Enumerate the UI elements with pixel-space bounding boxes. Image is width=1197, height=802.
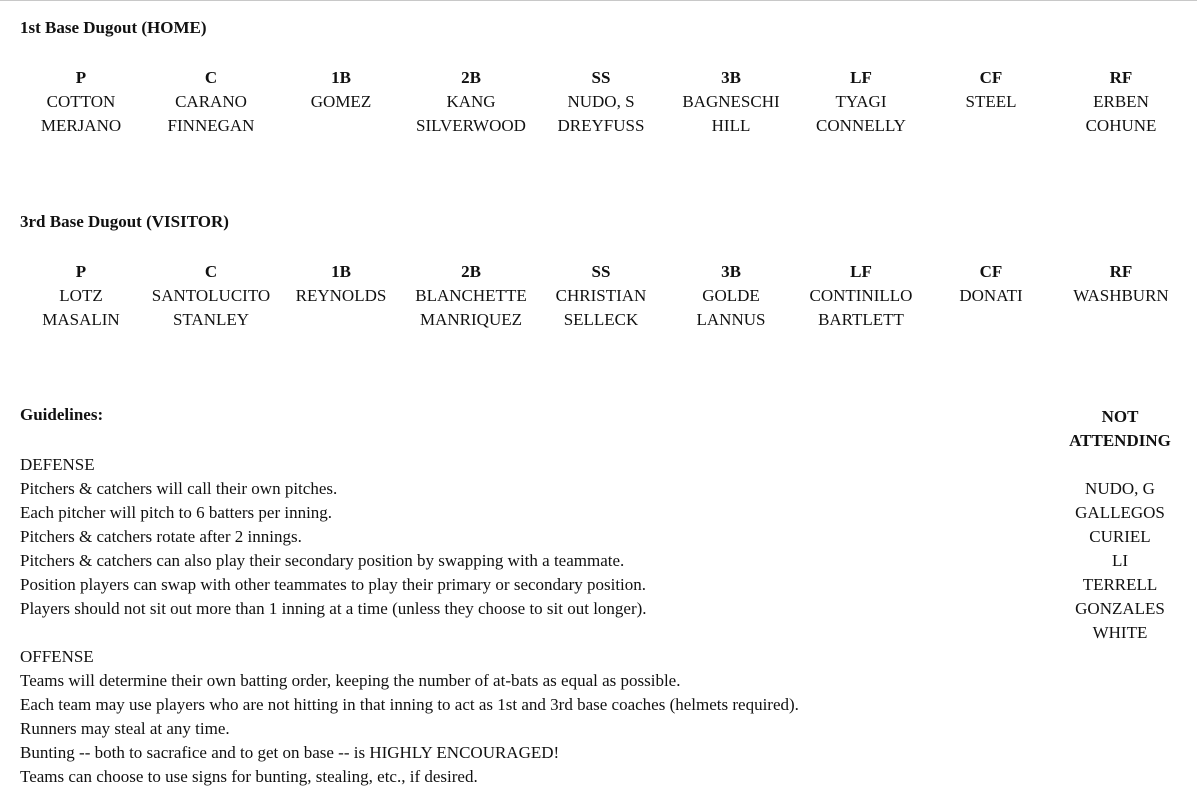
defense-rule: Position players can swap with other teammates to play their primary or secondary position. <box>20 575 647 594</box>
player-name: GOLDE <box>702 286 760 305</box>
defense-rule: Pitchers & catchers can also play their secondary position by swapping with a teammate. <box>20 551 625 570</box>
position-header: P <box>75 68 87 87</box>
position-header: LF <box>850 262 872 281</box>
player-name: BAGNESCHI <box>682 92 780 111</box>
player-name: FINNEGAN <box>167 116 255 135</box>
player-name <box>276 114 406 138</box>
position-column-rf <box>1056 66 1186 138</box>
not-attending-player: GALLEGOS <box>1075 503 1165 522</box>
player-name: CARANO <box>175 92 247 111</box>
player-name: NUDO, S <box>567 92 635 111</box>
player-name: MANRIQUEZ <box>420 310 522 329</box>
position-column-cf <box>926 260 1056 332</box>
player-name: HILL <box>711 116 751 135</box>
player-name: CONNELLY <box>816 116 906 135</box>
player-name <box>926 114 1056 138</box>
player-name: TYAGI <box>835 92 887 111</box>
position-header: SS <box>591 262 611 281</box>
player-name: GOMEZ <box>310 92 372 111</box>
player-name: REYNOLDS <box>295 286 387 305</box>
not-attending-title: ATTENDING <box>1069 431 1171 450</box>
position-column-ss <box>536 260 666 332</box>
position-column-1b <box>276 66 406 138</box>
position-column-p <box>16 66 146 138</box>
position-header: CF <box>979 262 1003 281</box>
position-header: LF <box>850 68 872 87</box>
position-column-lf <box>796 260 926 332</box>
position-header: P <box>75 262 87 281</box>
guidelines-title: Guidelines: <box>20 405 104 424</box>
position-column-2b <box>406 66 536 138</box>
position-header: 1B <box>331 68 351 87</box>
offense-rule: Teams can choose to use signs for bunting, stealing, etc., if desired. <box>20 767 478 786</box>
not-attending-player: GONZALES <box>1075 599 1165 618</box>
player-name: MERJANO <box>40 116 122 135</box>
defense-rule: Pitchers & catchers will call their own pitches. <box>20 479 338 498</box>
player-name: SILVERWOOD <box>416 116 526 135</box>
not-attending-player: WHITE <box>1092 623 1148 642</box>
visitor-dugout-title: 3rd Base Dugout (VISITOR) <box>20 212 229 231</box>
player-name: BARTLETT <box>818 310 904 329</box>
position-header: 2B <box>461 262 481 281</box>
not-attending-player: LI <box>1111 551 1129 570</box>
position-header: 3B <box>721 262 741 281</box>
position-header: RF <box>1109 68 1133 87</box>
player-name: COTTON <box>46 92 116 111</box>
position-column-lf <box>796 66 926 138</box>
player-name: LANNUS <box>696 310 766 329</box>
position-column-1b <box>276 260 406 332</box>
player-name: WASHBURN <box>1073 286 1169 305</box>
position-column-3b <box>666 66 796 138</box>
defense-rule: Each pitcher will pitch to 6 batters per inning. <box>20 503 333 522</box>
player-name: CONTINILLO <box>809 286 913 305</box>
position-column-rf <box>1056 260 1186 332</box>
home-roster <box>16 66 1186 138</box>
player-name <box>1056 308 1186 332</box>
visitor-roster <box>16 260 1186 332</box>
position-header: CF <box>979 68 1003 87</box>
position-column-2b <box>406 260 536 332</box>
defense-rule: Players should not sit out more than 1 inning at a time (unless they choose to sit out longer). <box>20 599 647 618</box>
not-attending-player: CURIEL <box>1089 527 1151 546</box>
offense-heading: OFFENSE <box>20 647 94 666</box>
position-column-p <box>16 260 146 332</box>
position-header: 3B <box>721 68 741 87</box>
offense-rule: Each team may use players who are not hitting in that inning to act as 1st and 3rd base coaches (helmets required). <box>20 695 799 714</box>
not-attending-player: TERRELL <box>1082 575 1158 594</box>
position-column-c <box>146 260 276 332</box>
player-name: SANTOLUCITO <box>151 286 271 305</box>
position-header: RF <box>1109 262 1133 281</box>
position-column-3b <box>666 260 796 332</box>
home-dugout-title: 1st Base Dugout (HOME) <box>20 18 207 37</box>
player-name: SELLECK <box>563 310 639 329</box>
player-name: MASALIN <box>42 310 120 329</box>
position-header: C <box>204 262 218 281</box>
not-attending-title: NOT <box>1101 407 1139 426</box>
player-name: STANLEY <box>172 310 250 329</box>
position-header: 2B <box>461 68 481 87</box>
player-name: COHUNE <box>1085 116 1157 135</box>
defense-rule: Pitchers & catchers rotate after 2 innings. <box>20 527 302 546</box>
offense-rule: Bunting -- both to sacrafice and to get on base -- is HIGHLY ENCOURAGED! <box>20 743 560 762</box>
offense-rule: Teams will determine their own batting order, keeping the number of at-bats as equal as possible. <box>20 671 681 690</box>
player-name: DREYFUSS <box>557 116 645 135</box>
player-name: ERBEN <box>1093 92 1149 111</box>
position-header: SS <box>591 68 611 87</box>
player-name: STEEL <box>965 92 1017 111</box>
player-name: LOTZ <box>59 286 103 305</box>
player-name <box>276 308 406 332</box>
player-name: KANG <box>446 92 496 111</box>
player-name: CHRISTIAN <box>555 286 647 305</box>
position-column-cf <box>926 66 1056 138</box>
position-column-c <box>146 66 276 138</box>
not-attending-list <box>1060 405 1180 645</box>
position-header: C <box>204 68 218 87</box>
offense-rule: Runners may steal at any time. <box>20 719 230 738</box>
player-name: BLANCHETTE <box>415 286 527 305</box>
not-attending-player: NUDO, G <box>1085 479 1155 498</box>
position-column-ss <box>536 66 666 138</box>
position-header: 1B <box>331 262 351 281</box>
player-name: DONATI <box>959 286 1023 305</box>
defense-heading: DEFENSE <box>20 455 95 474</box>
player-name <box>926 308 1056 332</box>
